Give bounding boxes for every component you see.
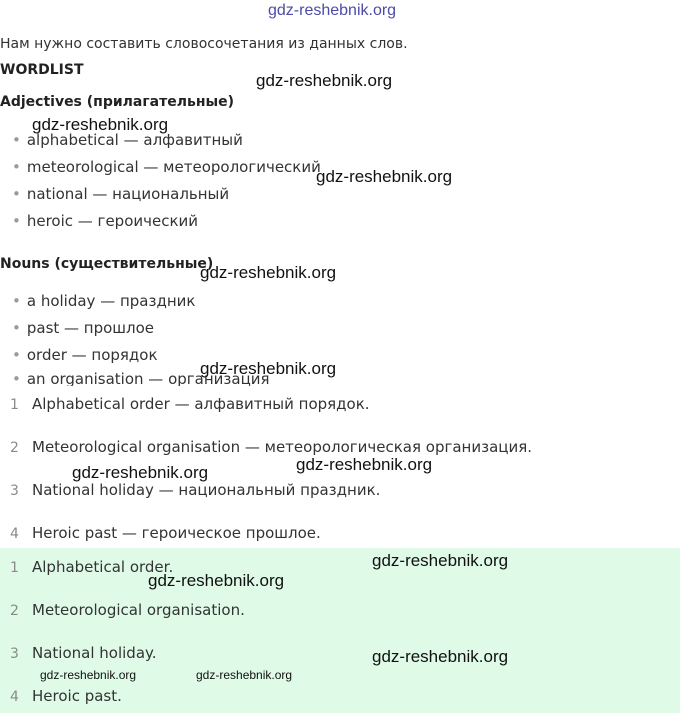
- translation-row: 3 National holiday — национальный праздник.: [10, 481, 381, 499]
- translation-row: 2 Meteorological organisation — метеорологическая организация.: [10, 438, 533, 456]
- nouns-list: [12, 288, 195, 369]
- watermark: gdz-reshebnik.org: [72, 463, 209, 482]
- translation-row: 1 Alphabetical order — алфавитный порядок.: [10, 395, 370, 413]
- wordlist-heading: WORDLIST: [0, 62, 84, 78]
- watermark: gdz-reshebnik.org: [316, 167, 453, 186]
- watermark: gdz-reshebnik.org: [196, 668, 293, 682]
- clipped-list-item-container: [0, 372, 680, 386]
- list-item: • order — порядок: [12, 342, 195, 369]
- list-item: • alphabetical — алфавитный: [12, 127, 321, 154]
- watermark: gdz-reshebnik.org: [372, 551, 509, 570]
- adjectives-heading: Adjectives (прилагательные): [0, 94, 235, 110]
- watermark: gdz-reshebnik.org: [32, 115, 169, 134]
- intro-text: Нам нужно составить словосочетания из данных слов.: [0, 38, 408, 52]
- answer-row: 2 Meteorological organisation.: [10, 601, 245, 619]
- answer-row: 4 Heroic past.: [10, 687, 122, 705]
- watermark: gdz-reshebnik.org: [372, 647, 509, 666]
- watermark: gdz-reshebnik.org: [200, 263, 337, 282]
- nouns-heading: Nouns (существительные): [0, 256, 214, 272]
- list-item: • an organisation — организация: [12, 372, 270, 386]
- list-item: • a holiday — праздник: [12, 288, 195, 315]
- translation-row: 4 Heroic past — героическое прошлое.: [10, 524, 321, 542]
- watermark: gdz-reshebnik.org: [256, 71, 393, 90]
- watermark: gdz-reshebnik.org: [148, 571, 285, 590]
- watermark: gdz-reshebnik.org: [200, 359, 337, 378]
- list-item: • heroic — героический: [12, 208, 321, 235]
- list-item: • national — национальный: [12, 181, 321, 208]
- watermark: gdz-reshebnik.org: [268, 2, 397, 19]
- answer-row: 1 Alphabetical order.: [10, 558, 174, 576]
- answer-row: 3 National holiday.: [10, 644, 157, 662]
- adjectives-list: [12, 127, 321, 235]
- list-item: • past — прошлое: [12, 315, 195, 342]
- watermark: gdz-reshebnik.org: [296, 455, 433, 474]
- watermark: gdz-reshebnik.org: [40, 668, 137, 682]
- list-item: • meteorological — метеорологический: [12, 154, 321, 181]
